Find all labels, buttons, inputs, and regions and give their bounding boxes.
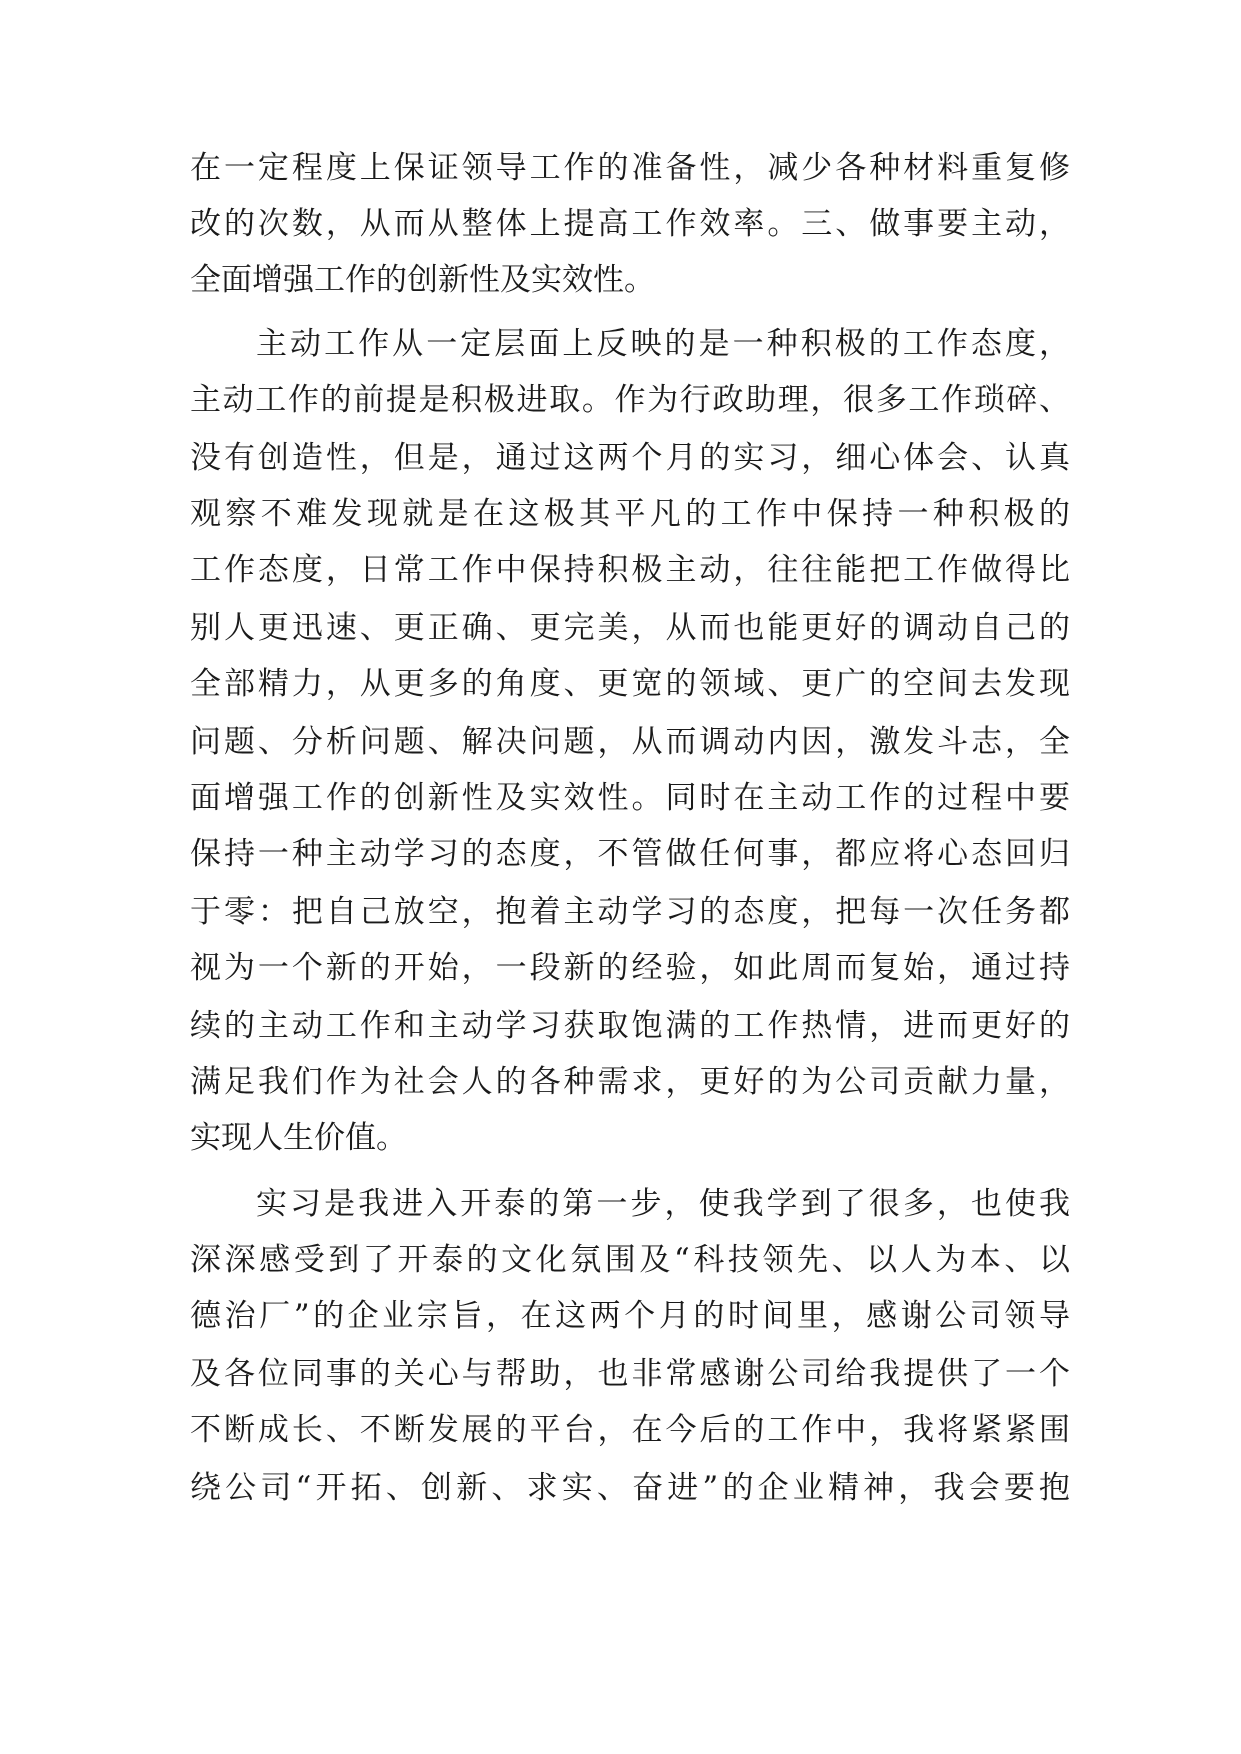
text-line: 视为一个新的开始，一段新的经验，如此周而复始，通过持 bbox=[190, 950, 1070, 986]
text-line: 不断成长、不断发展的平台，在今后的工作中，我将紧紧围 bbox=[190, 1412, 1070, 1448]
paragraph-first-line: 实习是我进入开泰的第一步，使我学到了很多，也使我 bbox=[256, 1186, 1070, 1222]
text-line: 工作态度，日常工作中保持积极主动，往往能把工作做得比 bbox=[190, 552, 1070, 588]
text-line: 及各位同事的关心与帮助，也非常感谢公司给我提供了一个 bbox=[190, 1356, 1070, 1392]
text-line: 保持一种主动学习的态度，不管做任何事，都应将心态回归 bbox=[190, 836, 1070, 872]
text-line: 面增强工作的创新性及实效性。同时在主动工作的过程中要 bbox=[190, 780, 1070, 816]
text-line: 绕公司“开拓、创新、求实、奋进”的企业精神，我会要抱 bbox=[190, 1470, 1070, 1506]
text-line: 实现人生价值。 bbox=[190, 1120, 407, 1156]
text-line: 德治厂”的企业宗旨，在这两个月的时间里，感谢公司领导 bbox=[190, 1298, 1070, 1334]
text-line: 问题、分析问题、解决问题，从而调动内因，激发斗志，全 bbox=[190, 724, 1070, 760]
text-line: 深深感受到了开泰的文化氛围及“科技领先、以人为本、以 bbox=[190, 1242, 1070, 1278]
text-line: 在一定程度上保证领导工作的准备性，减少各种材料重复修 bbox=[190, 150, 1070, 186]
text-line: 别人更迅速、更正确、更完美，从而也能更好的调动自己的 bbox=[190, 610, 1070, 646]
text-line: 没有创造性，但是，通过这两个月的实习，细心体会、认真 bbox=[190, 440, 1070, 476]
text-line: 全面增强工作的创新性及实效性。 bbox=[190, 262, 655, 298]
text-line: 续的主动工作和主动学习获取饱满的工作热情，进而更好的 bbox=[190, 1008, 1070, 1044]
text-line: 主动工作的前提是积极进取。作为行政助理，很多工作琐碎、 bbox=[190, 382, 1070, 418]
text-line: 全部精力，从更多的角度、更宽的领域、更广的空间去发现 bbox=[190, 666, 1070, 702]
text-line: 于零：把自己放空，抱着主动学习的态度，把每一次任务都 bbox=[190, 894, 1070, 930]
text-line: 观察不难发现就是在这极其平凡的工作中保持一种积极的 bbox=[190, 496, 1070, 532]
paragraph-first-line: 主动工作从一定层面上反映的是一种积极的工作态度， bbox=[256, 326, 1070, 362]
text-line: 改的次数，从而从整体上提高工作效率。三、做事要主动， bbox=[190, 206, 1070, 242]
text-line: 满足我们作为社会人的各种需求，更好的为公司贡献力量， bbox=[190, 1064, 1070, 1100]
